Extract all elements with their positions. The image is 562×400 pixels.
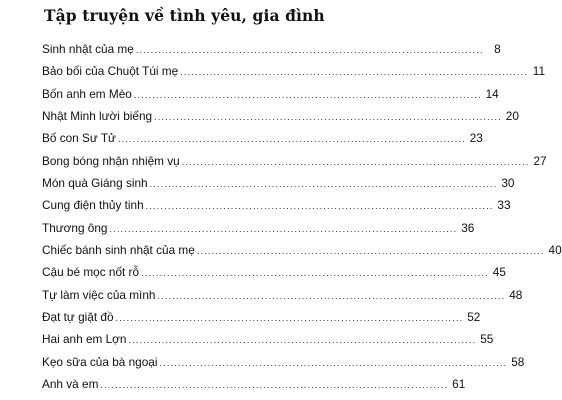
toc-page-number: 33: [497, 198, 511, 213]
toc-entry: [42, 377, 466, 399]
toc-entry: [42, 265, 506, 287]
toc-entry: [42, 220, 475, 243]
toc-entry-title: Bảo bối của Chuột Túi mẹ: [42, 64, 179, 79]
toc-entry-title: Cung điện thủy tinh: [42, 198, 144, 213]
dot-leader: ..............................................................................................: [157, 290, 506, 301]
toc-entry-title: Anh và em: [42, 377, 99, 392]
toc-page-number: 45: [492, 265, 506, 280]
toc-entry: [42, 287, 523, 310]
toc-entry-title: Kẹo sữa của bà ngoại: [42, 354, 158, 369]
toc-entry-title: Hai anh em Lợn: [42, 332, 127, 347]
section-title: Tập truyện về tình yêu, gia đình: [44, 6, 325, 25]
dot-leader: ..............................................................................................: [135, 45, 484, 55]
toc-entry: [42, 354, 525, 377]
toc-entry: [42, 310, 481, 332]
toc-page-number: 52: [467, 310, 481, 325]
toc-entry: [42, 131, 483, 153]
toc-entry-title: Bong bóng nhận nhiệm vụ: [42, 153, 180, 168]
dot-leader: ..............................................................................................: [149, 179, 498, 190]
toc-entry-title: Nhật Minh lười biếng: [42, 109, 153, 124]
toc-page-number: 40: [548, 243, 562, 258]
toc-page-number: 30: [501, 176, 515, 191]
dot-leader: ..............................................................................................: [109, 223, 458, 234]
toc-entry: [42, 198, 511, 220]
dot-leader: ..............................................................................................: [100, 380, 449, 391]
toc-page-number: 11: [532, 64, 546, 79]
toc-entry-title: Sinh nhật của mẹ: [42, 42, 134, 56]
toc-entry: [42, 243, 562, 265]
toc-entry-title: Bốn anh em Mèo: [42, 86, 132, 101]
dot-leader: ..............................................................................................: [128, 335, 477, 346]
toc-entry-title: Tự làm việc của mình: [42, 287, 156, 302]
toc-entry: [42, 109, 519, 131]
dot-leader: ..............................................................................................: [145, 201, 494, 212]
dot-leader: ..............................................................................................: [196, 246, 545, 257]
toc-page-number: 27: [533, 153, 547, 168]
dot-leader: ..............................................................................................: [115, 313, 464, 324]
toc-entry-title: Món quà Giáng sinh: [42, 176, 148, 191]
toc-entry: [42, 42, 501, 64]
toc-page-number: 58: [511, 354, 525, 369]
dot-leader: ..............................................................................................: [133, 89, 482, 100]
table-of-contents: [42, 42, 562, 400]
toc-entry-title: Bố con Sư Tử: [42, 131, 116, 146]
toc-entry-title: Chiếc bánh sinh nhật của mẹ: [42, 243, 195, 258]
toc-entry: [42, 86, 499, 109]
toc-page-number: 8: [494, 42, 501, 56]
toc-entry: [42, 332, 494, 354]
toc-page-number: 20: [505, 109, 519, 124]
toc-entry: [42, 153, 547, 176]
toc-page-number: 14: [485, 86, 499, 101]
dot-leader: ..............................................................................................: [154, 112, 502, 123]
dot-leader: ..............................................................................................: [181, 156, 530, 167]
toc-entry: [42, 176, 515, 198]
dot-leader: ..............................................................................................: [180, 67, 529, 78]
dot-leader: ..............................................................................................: [159, 357, 508, 368]
toc-page-number: 61: [452, 377, 466, 392]
toc-entry-title: Đạt tự giặt đồ: [42, 310, 114, 325]
toc-entry-title: Cậu bé mọc nốt rỗ: [42, 265, 140, 280]
dot-leader: ..............................................................................................: [117, 134, 466, 145]
toc-page-number: 36: [461, 220, 475, 235]
toc-entry: [42, 64, 546, 86]
toc-entry-title: Thương ông: [42, 220, 108, 235]
toc-page-number: 23: [469, 131, 483, 146]
toc-page-number: 55: [480, 332, 494, 347]
dot-leader: ..............................................................................................: [141, 268, 489, 279]
toc-page-number: 48: [509, 287, 523, 302]
